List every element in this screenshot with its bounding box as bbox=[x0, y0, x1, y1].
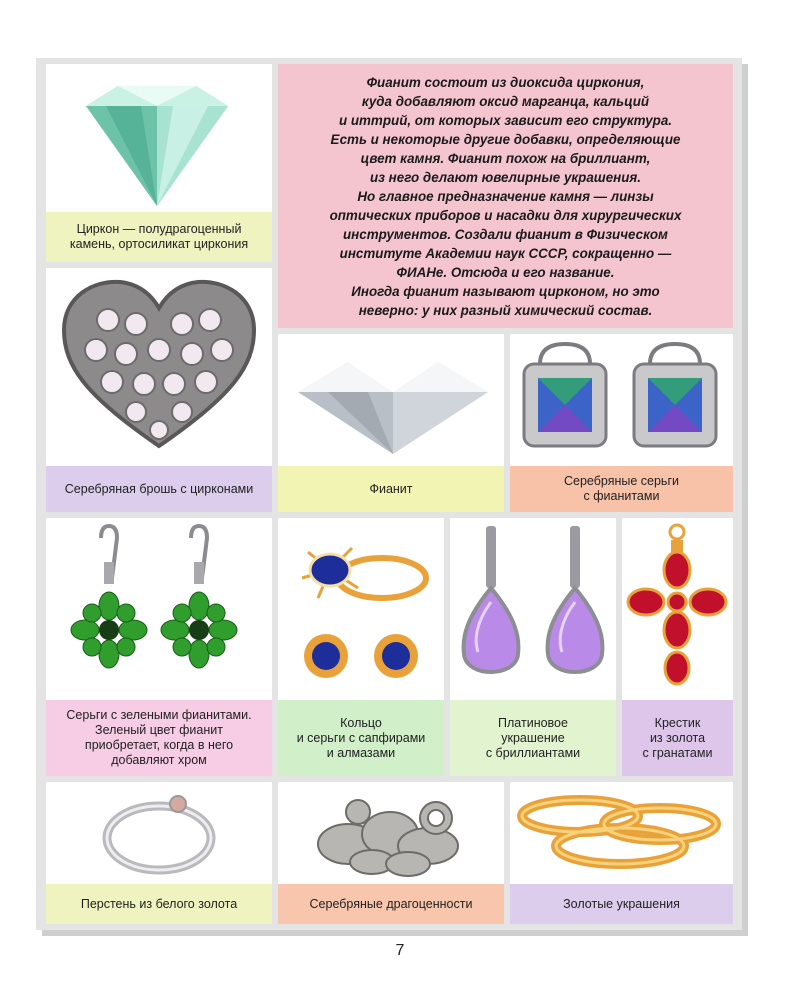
ring-sapphire-cell bbox=[278, 518, 444, 776]
silver-jewelry-caption: Серебряные драгоценности bbox=[278, 884, 504, 924]
white-gold-ring-caption: Перстень из белого золота bbox=[46, 884, 272, 924]
platinum-cell bbox=[450, 518, 616, 776]
gold-bangles-image bbox=[510, 782, 733, 884]
brooch-caption: Серебряная брошь с цирконами bbox=[46, 466, 272, 512]
intro-text-box: Фианит состоит из диоксида циркония, куда добавляют оксид марганца, кальций и иттрий, от которых зависит его структура. Есть и некоторые другие добавки, определяющие цвет камня. Фианит похож на бриллиант, из него делают ювелирные украшения. Но главное предназначение камня — линзы оптических приборов и насадки для хирургических инструментов. Создали фианит в Физическом институте Академии наук СССР, сокращенно — ФИАНе. Отсюда и его название. Иногда фианит называют цирконом, но это неверно: у них разный химический состав. bbox=[278, 64, 733, 328]
fianit-caption: Фианит bbox=[278, 466, 504, 512]
silver-earrings-cell bbox=[510, 334, 733, 512]
gold-jewelry-cell bbox=[510, 782, 733, 924]
heart-brooch-image bbox=[46, 268, 272, 464]
page-number: 7 bbox=[395, 942, 405, 959]
green-earrings-caption: Серьги с зелеными фианитами. Зеленый цвет фианит приобретает, когда в него добавляют хром bbox=[46, 700, 272, 776]
silver-earrings-caption: Серебряные серьги с фианитами bbox=[510, 466, 733, 512]
cross-caption: Крестик из золота с гранатами bbox=[622, 700, 733, 776]
green-earrings-cell bbox=[46, 518, 272, 776]
fianit-gem-image bbox=[278, 334, 504, 466]
white-gold-ring-image bbox=[46, 782, 272, 884]
green-earrings-image bbox=[46, 518, 272, 700]
gold-jewelry-caption: Золотые украшения bbox=[510, 884, 733, 924]
amethyst-earrings-image bbox=[450, 518, 616, 700]
garnet-cross-image bbox=[622, 518, 733, 700]
brooch-cell bbox=[46, 268, 272, 512]
zircon-cell bbox=[46, 64, 272, 262]
platinum-caption: Платиновое украшение с бриллиантами bbox=[450, 700, 616, 776]
silver-jewelry-cell bbox=[278, 782, 504, 924]
zircon-gem-image bbox=[46, 64, 272, 212]
silver-jewelry-image bbox=[278, 782, 504, 884]
mystic-earrings-image bbox=[510, 334, 733, 466]
cross-cell bbox=[622, 518, 733, 776]
sapphire-set-image bbox=[278, 518, 444, 700]
ring-sapphire-caption: Кольцо и серьги с сапфирами и алмазами bbox=[278, 700, 444, 776]
white-gold-ring-cell bbox=[46, 782, 272, 924]
zircon-caption: Циркон — полудрагоценный камень, ортосиликат циркония bbox=[46, 212, 272, 262]
fianit-cell bbox=[278, 334, 504, 512]
